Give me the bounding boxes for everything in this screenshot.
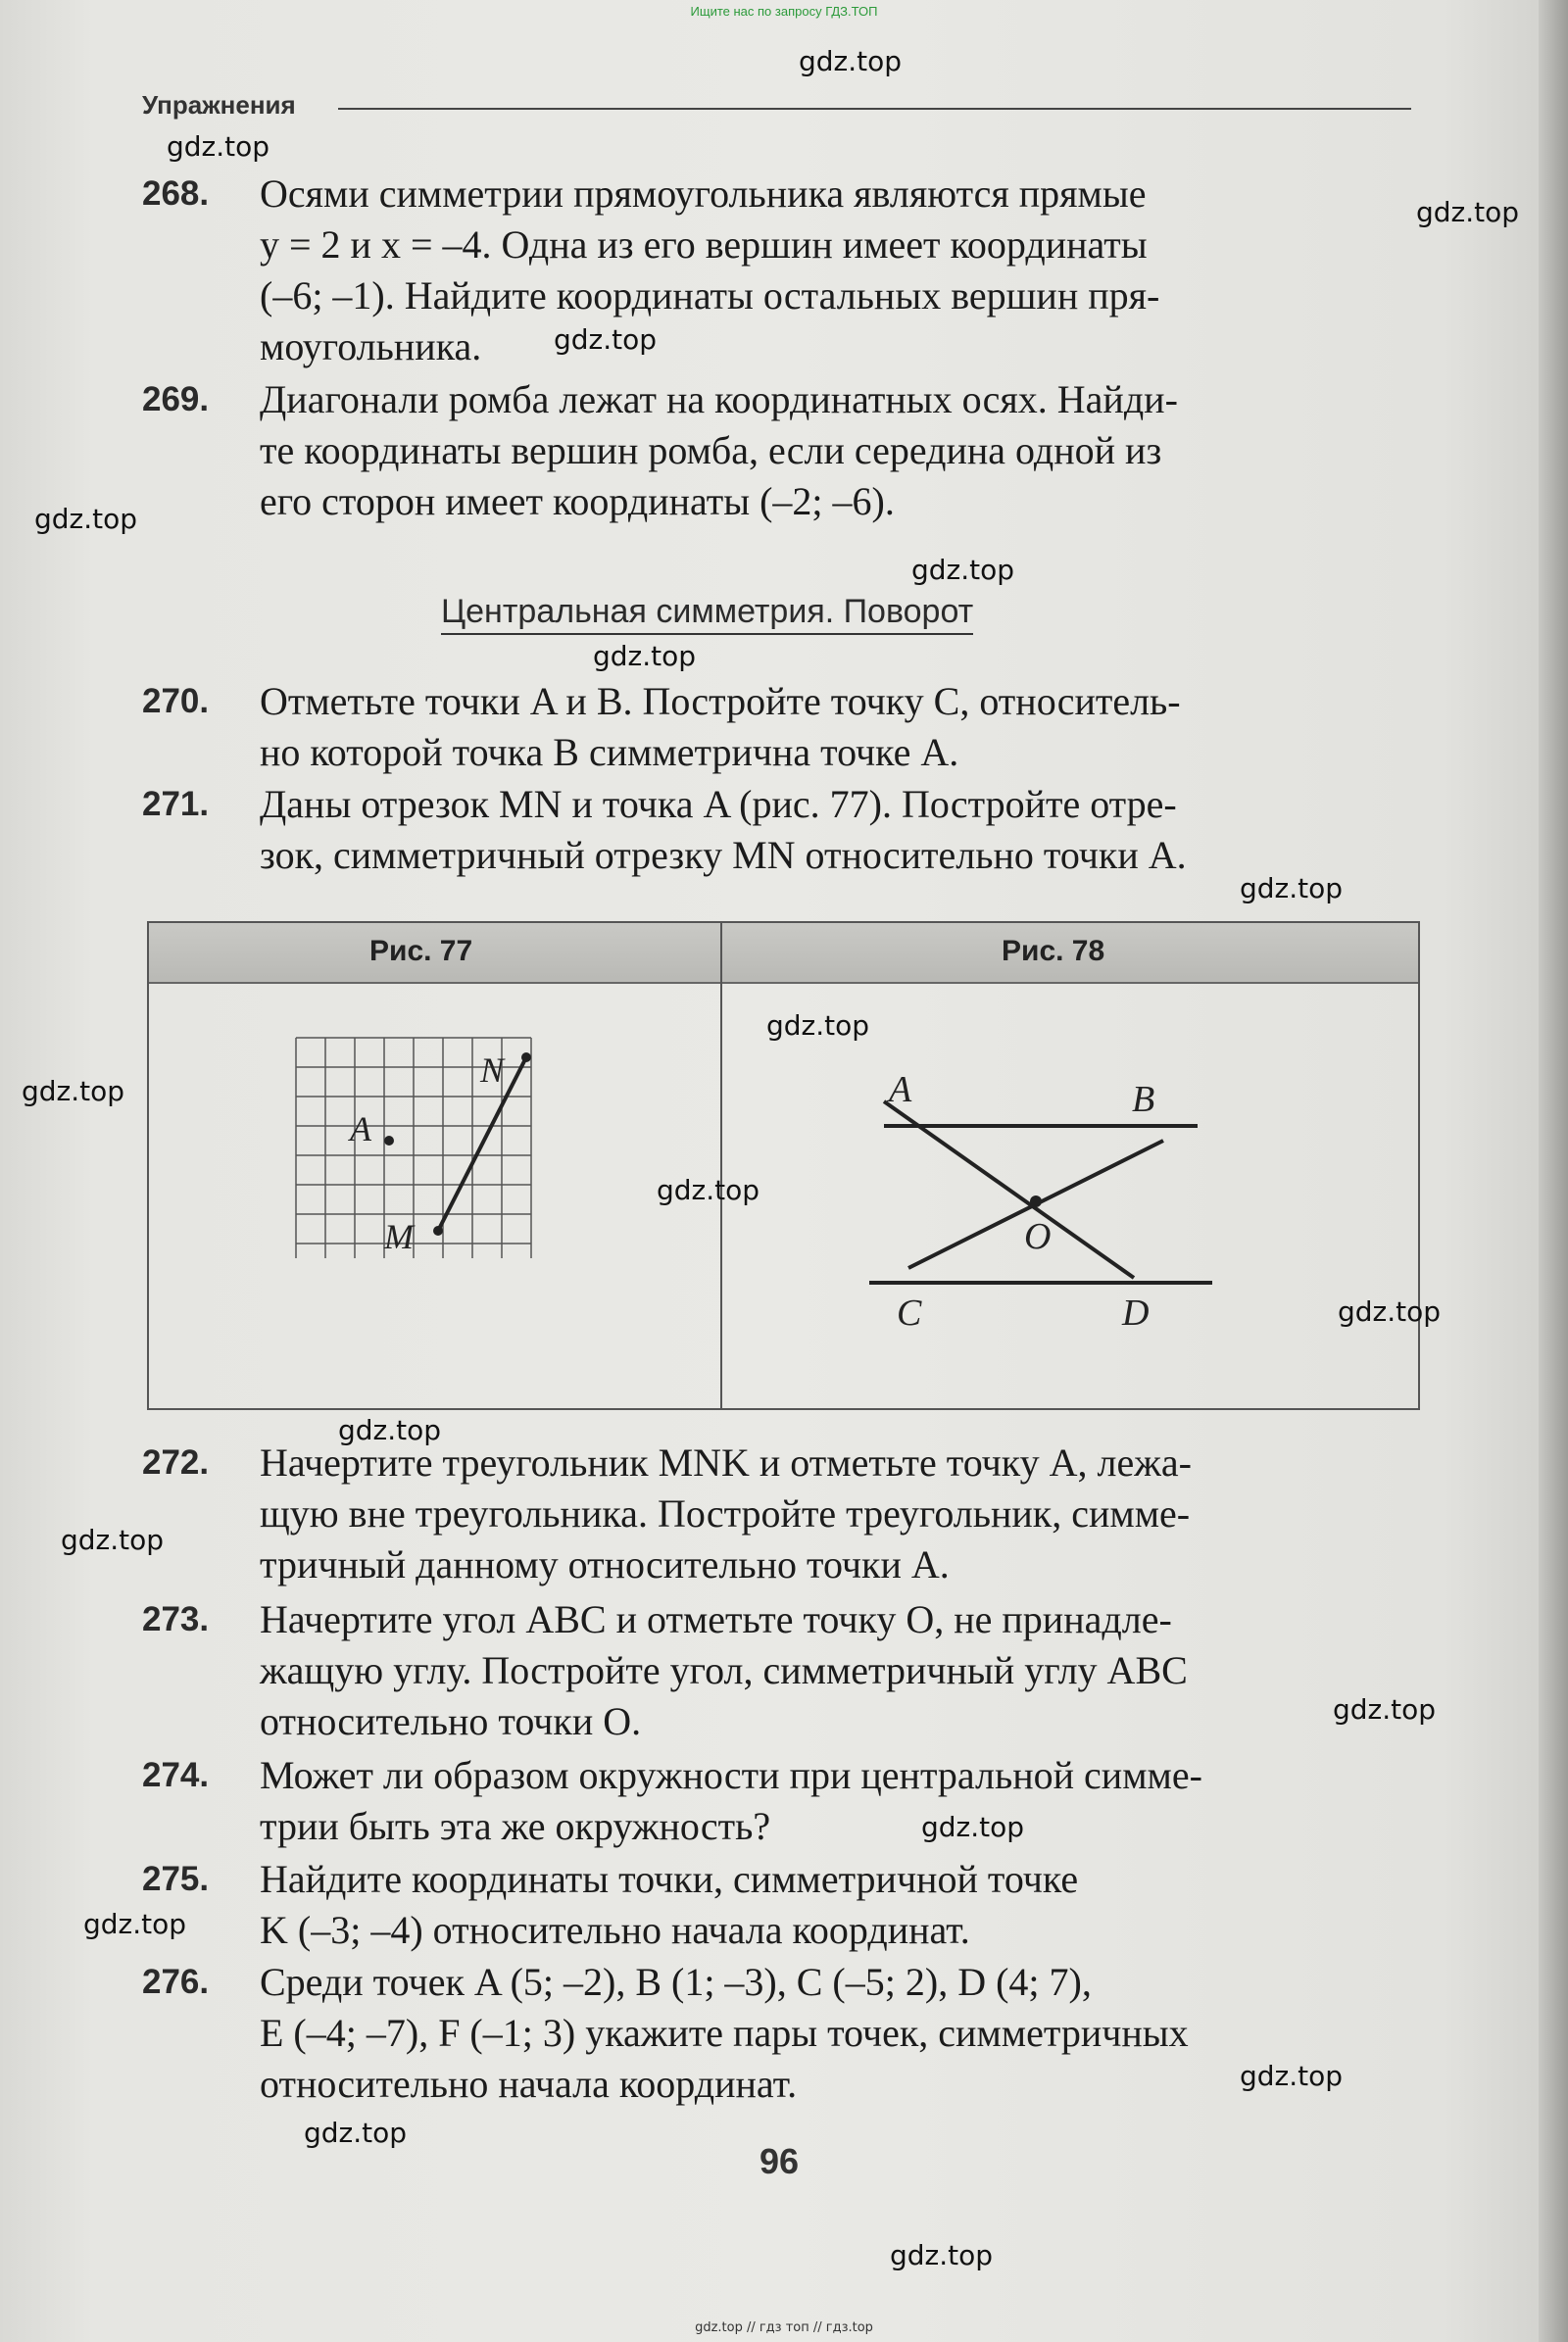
problem-276 — [142, 1957, 1416, 2110]
watermark: gdz.top — [1240, 872, 1344, 904]
watermark: gdz.top — [22, 1075, 125, 1107]
figure-77 — [149, 984, 720, 1405]
problem-273 — [142, 1594, 1416, 1747]
point-a — [384, 1136, 394, 1146]
watermark: gdz.top — [1338, 1295, 1442, 1328]
problem-number: 276. — [142, 1963, 210, 2001]
watermark: gdz.top — [890, 2239, 994, 2271]
section-title: Упражнения — [142, 90, 296, 120]
problem-number: 268. — [142, 174, 210, 213]
label-m: M — [384, 1217, 414, 1256]
watermark: gdz.top — [304, 2117, 408, 2149]
book-spine-shadow — [1539, 0, 1568, 2342]
problem-line: (–6; –1). Найдите координаты остальных вершин пря- — [260, 273, 1160, 317]
label-d: D — [1122, 1293, 1150, 1334]
problem-line: Среди точек A (5; –2), B (1; –3), C (–5; 2), D (4; 7), — [260, 1960, 1092, 2004]
watermark: gdz.top — [1416, 196, 1520, 228]
problem-line: E (–4; –7), F (–1; 3) укажите пары точек, симметричных — [260, 2011, 1189, 2055]
watermark: gdz.top — [34, 503, 138, 535]
section-header — [142, 90, 1411, 129]
watermark: gdz.top — [554, 323, 658, 356]
problem-line: Найдите координаты точки, симметричной точке — [260, 1857, 1079, 1901]
problem-line: Осями симметрии прямоугольника являются прямые — [260, 171, 1147, 216]
problem-274 — [142, 1750, 1416, 1852]
label-b: B — [1132, 1079, 1155, 1120]
label-c: C — [897, 1293, 922, 1334]
problem-269 — [142, 374, 1416, 527]
problem-line: Может ли образом окружности при центральной симме- — [260, 1753, 1202, 1797]
problem-268 — [142, 169, 1416, 372]
figures-header — [149, 923, 1418, 984]
problem-275 — [142, 1854, 1416, 1956]
watermark: gdz.top — [167, 130, 270, 163]
problem-272 — [142, 1438, 1416, 1590]
problem-number: 271. — [142, 785, 210, 823]
problem-number: 270. — [142, 682, 210, 720]
watermark: gdz.top — [338, 1414, 442, 1446]
top-banner[interactable]: Ищите нас по запросу ГДЗ.ТОП — [690, 4, 878, 19]
problem-270 — [142, 676, 1416, 778]
problem-number: 274. — [142, 1756, 210, 1794]
label-o: O — [1024, 1216, 1052, 1257]
section-rule — [338, 108, 1411, 110]
problem-271 — [142, 779, 1416, 881]
page-number: 96 — [760, 2141, 800, 2181]
problem-line: Даны отрезок MN и точка A (рис. 77). Постройте отре- — [260, 782, 1177, 826]
footer-links[interactable]: gdz.top // гдз топ // гдз.top — [695, 2320, 873, 2335]
label-a: A — [350, 1109, 371, 1148]
subsection-title: Центральная симметрия. Поворот — [441, 593, 973, 635]
problem-line: Начертите угол ABC и отметьте точку O, не принадле- — [260, 1597, 1172, 1641]
watermark: gdz.top — [799, 45, 903, 77]
problem-line: K (–3; –4) относительно начала координат. — [260, 1908, 970, 1952]
problem-line: моугольника. — [260, 324, 482, 368]
problem-line: жащую углу. Постройте угол, симметричный углу ABC — [260, 1648, 1188, 1692]
point-m — [433, 1226, 443, 1236]
watermark: gdz.top — [657, 1174, 760, 1206]
watermark: gdz.top — [1333, 1693, 1437, 1726]
fig77-caption: Рис. 77 — [369, 935, 473, 967]
label-a: A — [889, 1069, 912, 1110]
label-n: N — [480, 1050, 505, 1090]
figure-78 — [722, 984, 1416, 1405]
problem-line: щую вне треугольника. Постройте треугольник, симме- — [260, 1491, 1191, 1536]
problem-line: трии быть эта же окружность? — [260, 1804, 771, 1848]
watermark: gdz.top — [1240, 2060, 1344, 2092]
problem-line: y = 2 и x = –4. Одна из его вершин имеет координаты — [260, 222, 1148, 267]
problem-number: 272. — [142, 1443, 210, 1482]
watermark: gdz.top — [921, 1811, 1025, 1843]
problem-line: те координаты вершин ромба, если середина одной из — [260, 428, 1162, 472]
problem-line: но которой точка B симметрична точке A. — [260, 730, 959, 774]
problem-line: зок, симметричный отрезку MN относительно точки A. — [260, 833, 1187, 877]
watermark: gdz.top — [61, 1524, 165, 1556]
problem-line: Начертите треугольник MNK и отметьте точку A, лежа- — [260, 1440, 1192, 1485]
figures-box — [147, 921, 1420, 1410]
problem-line: Отметьте точки A и B. Постройте точку C, относитель- — [260, 679, 1181, 723]
watermark: gdz.top — [83, 1908, 187, 1940]
problem-number: 273. — [142, 1600, 210, 1638]
watermark: gdz.top — [593, 640, 697, 672]
problem-line: Диагонали ромба лежат на координатных осях. Найди- — [260, 377, 1178, 421]
point-o — [1030, 1195, 1042, 1207]
problem-line: относительно начала координат. — [260, 2062, 798, 2106]
problem-line: его сторон имеет координаты (–2; –6). — [260, 479, 895, 523]
watermark: gdz.top — [766, 1009, 870, 1042]
point-n — [521, 1052, 531, 1062]
problem-line: относительно точки O. — [260, 1699, 642, 1743]
problem-line: тричный данному относительно точки A. — [260, 1542, 950, 1586]
fig78-caption: Рис. 78 — [1002, 935, 1105, 967]
problem-number: 269. — [142, 380, 210, 418]
problem-number: 275. — [142, 1860, 210, 1898]
watermark: gdz.top — [911, 554, 1015, 586]
